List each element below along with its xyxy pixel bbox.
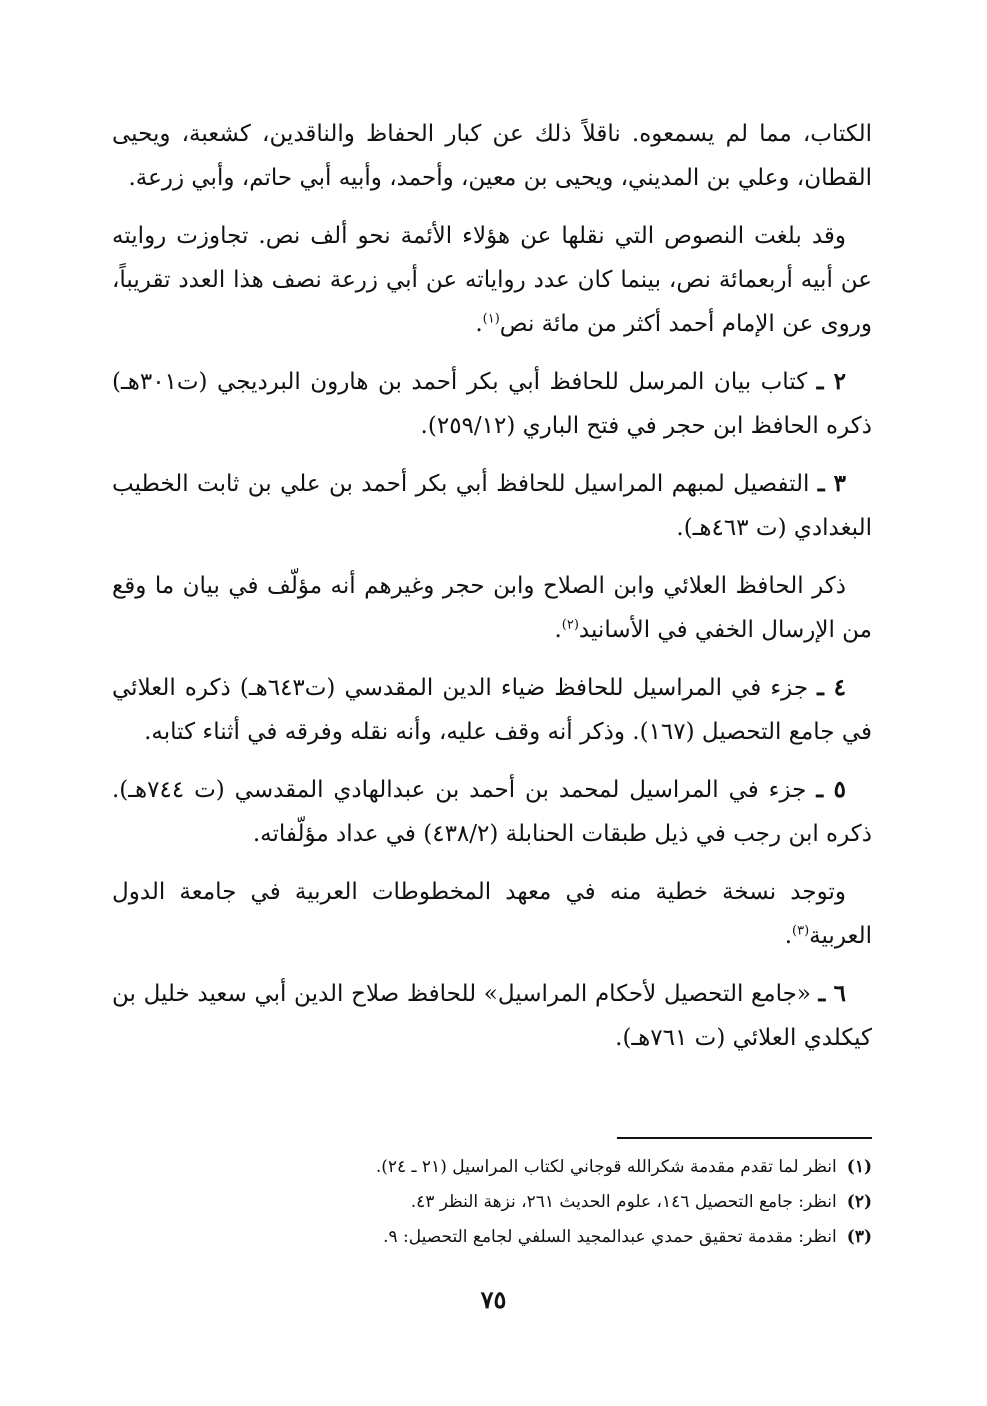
footnote-3 [112,1220,872,1255]
paragraph-7 [112,768,872,856]
paragraph-1 [112,112,872,200]
footnotes [112,1150,872,1255]
footnote-text: انظر: جامع التحصيل ١٤٦، علوم الحديث ٢٦١، نزهة النظر ٤٣. [410,1192,837,1212]
item-number: ٤ ـ [817,674,847,701]
paragraph-text: جزء في المراسيل للحافظ ضياء الدين المقدسي (ت٦٤٣هـ) ذكره العلائي في جامع التحصيل (١٦٧). وذكر أنه وقف عليه، وأنه نقله وفرقه في أثناء كتابه. [112,675,872,745]
paragraph-text: الكتاب، مما لم يسمعوه. ناقلاً ذلك عن كبار الحفاظ والناقدين، كشعبة، ويحيى القطان، وعلي بن المديني، ويحيى بن معين، وأحمد، وأبيه أبي حاتم، وأبي زرعة. [112,121,872,191]
page-number: ٧٥ [480,1285,507,1314]
paragraph-3 [112,360,872,448]
paragraph-8 [112,870,872,958]
item-number: ٦ ـ [818,980,846,1007]
footnote-mark: (٢) [846,1192,872,1212]
paragraph-text: كتاب بيان المرسل للحافظ أبي بكر أحمد بن هارون البرديجي (ت٣٠١هـ) ذكره الحافظ ابن حجر في فتح الباري (٢٥٩/١٢). [112,369,872,439]
footnote-2 [112,1185,872,1220]
footnote-mark: (٣) [846,1227,872,1247]
paragraph-tail: . [554,617,562,643]
footnote-text: انظر: مقدمة تحقيق حمدي عبدالمجيد السلفي لجامع التحصيل: ٩. [383,1227,837,1247]
paragraph-6 [112,666,872,754]
paragraph-text: وقد بلغت النصوص التي نقلها عن هؤلاء الأئمة نحو ألف نص. تجاوزت روايته عن أبيه أربعمائة نص، بينما كان عدد رواياته عن أبي زرعة نصف هذا العدد تقريباً، وروى عن الإمام أحمد أكثر من مائة نص [112,223,872,337]
paragraph-text: جزء في المراسيل لمحمد بن أحمد بن عبدالهادي المقدسي (ت ٧٤٤هـ). ذكره ابن رجب في ذيل طبقات الحنابلة (٤٣٨/٢) في عداد مؤلّفاته. [112,777,872,847]
item-number: ٢ ـ [816,368,847,395]
footnote-divider [617,1137,872,1139]
paragraph-9 [112,972,872,1060]
item-number: ٣ ـ [817,470,847,497]
paragraph-2 [112,214,872,346]
paragraph-text: «جامع التحصيل لأحكام المراسيل» للحافظ صلاح الدين أبي سعيد خليل بن كيكلدي العلائي (ت ٧٦١هـ). [112,981,872,1051]
paragraph-text: التفصيل لمبهم المراسيل للحافظ أبي بكر أحمد بن علي بن ثابت الخطيب البغدادي (ت ٤٦٣هـ). [112,471,872,541]
footnote-1 [112,1150,872,1185]
paragraph-5 [112,564,872,652]
body-text [112,112,872,1074]
footnote-ref: (٢) [561,617,579,633]
item-number: ٥ ـ [816,776,847,803]
footnote-ref: (١) [482,311,500,327]
paragraph-text: ذكر الحافظ العلائي وابن الصلاح وابن حجر وغيرهم أنه مؤلّف في بيان ما وقع من الإرسال الخفي في الأسانيد [112,573,872,643]
paragraph-text: وتوجد نسخة خطية منه في معهد المخطوطات العربية في جامعة الدول العربية [112,879,872,949]
paragraph-4 [112,462,872,550]
footnote-ref: (٣) [792,923,810,939]
footnote-text: انظر لما تقدم مقدمة شكرالله قوجاني لكتاب المراسيل (٢١ ـ ٢٤). [375,1157,837,1177]
footnote-mark: (١) [846,1157,872,1177]
paragraph-tail: . [784,923,792,949]
paragraph-tail: . [475,311,483,337]
